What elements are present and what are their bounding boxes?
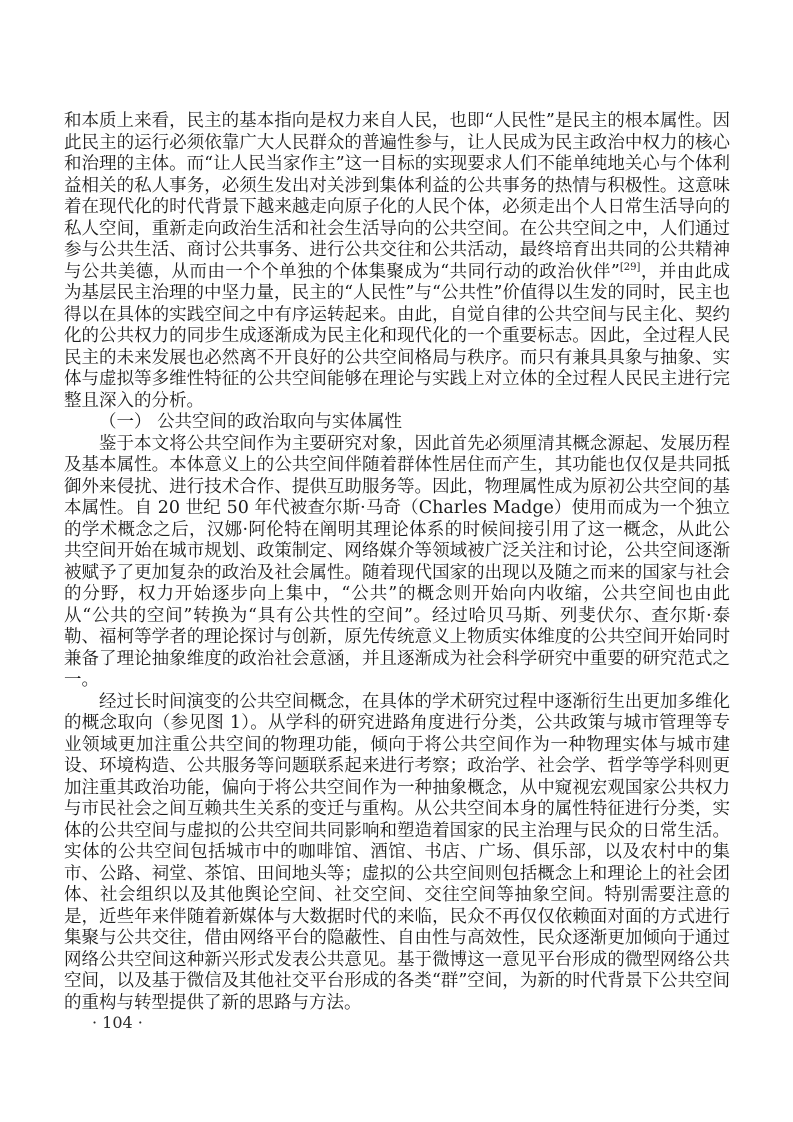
section-heading: （一） 公共空间的政治取向与实体属性 bbox=[99, 412, 403, 432]
paragraph-text-before-citation: 和本质上来看，民主的基本指向是权力来自人民，也即“人民性”是民主的根本属性。因此民主的运行必须依靠广大人民群众的普遍性参与，让人民成为民主政治中权力的核心和治理的主体。而“让人民当家作主”这一目标的实现要求人们不能单纯地关心与个体利益相关的私人事务，必须生发出对关涉到集体利益的公共事务的热情与积极性。这意味着在现代化的时代背景下越来越走向原子化的人民个体，必须走出个人日常生活导向的私人空间，重新走向政治生活和社会生活导向的公共空间。在公共空间之中，人们通过参与公共生活、商讨公共事务、进行公共交往和公共活动，最终培育出共同的公共精神与公共美德，从而由一个个单独的个体集聚成为“共同行动的政治伙伴” bbox=[64, 111, 730, 282]
page-number: · 104 · bbox=[92, 1013, 143, 1032]
citation-ref-29: [29] bbox=[619, 261, 641, 273]
paragraph-body-2: 经过长时间演变的公共空间概念，在具体的学术研究过程中逐渐衍生出更加多维化的概念取向（参见图 1）。从学科的研究进路角度进行分类，公共政策与城市管理等专业领域更加注重公共空间的物理功能，倾向于将公共空间作为一种物理实体与城市建设、环境构造、公共服务等问题联系起来进行考察；政治学、社会学、哲学等学科则更加注重其政治功能，偏向于将公共空间作为一种抽象概念，从中窥视宏观国家公共权力与市民社会之间互赖共生关系的变迁与重构。从公共空间本身的属性特征进行分类，实体的公共空间与虚拟的公共空间共同影响和塑造着国家的民主治理与民众的日常生活。实体的公共空间包括城市中的咖啡馆、酒馆、书店、广场、俱乐部，以及农村中的集市、公路、祠堂、茶馆、田间地头等；虚拟的公共空间则包括概念上和理论上的社会团体、社会组织以及其他舆论空间、社交空间、交往空间等抽象空间。特别需要注意的是，近些年来伴随着新媒体与大数据时代的来临，民众不再仅仅依赖面对面的方式进行集聚与公共交往，借由网络平台的隐蔽性、自由性与高效性，民众逐渐更加倾向于通过网络公共空间这种新兴形式发表公共意见。基于微博这一意见平台形成的微型网络公共空间，以及基于微信及其他社交平台形成的各类“群”空间，为新的时代背景下公共空间的重构与转型提供了新的思路与方法。 bbox=[64, 691, 730, 1013]
paragraph-text-after-citation: ，并由此成为基层民主治理的中坚力量，民主的“人民性”与“公共性”价值得以生发的同时，民主也得以在具体的实践空间之中有序运转起来。由此，自觉自律的公共空间与民主化、契约化的公共权力的同步生成逐渐成为民主化和现代化的一个重要标志。因此，全过程人民民主的未来发展也必然离不开良好的公共空间格局与秩序。而只有兼具具象与抽象、实体与虚拟等多维性特征的公共空间能够在理论与实践上对立体的全过程人民民主进行完整且深入的分析。 bbox=[64, 261, 730, 411]
paragraph-continuation bbox=[64, 111, 730, 412]
paragraph-body-1: 鉴于本文将公共空间作为主要研究对象，因此首先必须厘清其概念源起、发展历程及基本属性。本体意义上的公共空间伴随着群体性居住而产生，其功能也仅仅是共同抵御外来侵扰、进行技术合作、提供互助服务等。因此，物理属性成为原初公共空间的基本属性。自 20 世纪 50 年代被查尔斯·马奇（Charles Madge）使用而成为一个独立的学术概念之后，汉娜·阿伦特在阐明其理论体系的时候间接引用了这一概念，从此公共空间开始在城市规划、政策制定、网络媒介等领域被广泛关注和讨论，公共空间逐渐被赋予了更加复杂的政治及社会属性。随着现代国家的出现以及随之而来的国家与社会的分野，权力开始逐步向上集中，“公共”的概念则开始向内收缩，公共空间也由此从“公共的空间”转换为“具有公共性的空间”。经过哈贝马斯、列斐伏尔、查尔斯·泰勒、福柯等学者的理论探讨与创新，原先传统意义上物质实体维度的公共空间开始同时兼备了理论抽象维度的政治社会意涵，并且逐渐成为社会科学研究中重要的研究范式之一。 bbox=[64, 433, 730, 690]
text-block bbox=[64, 111, 730, 1014]
